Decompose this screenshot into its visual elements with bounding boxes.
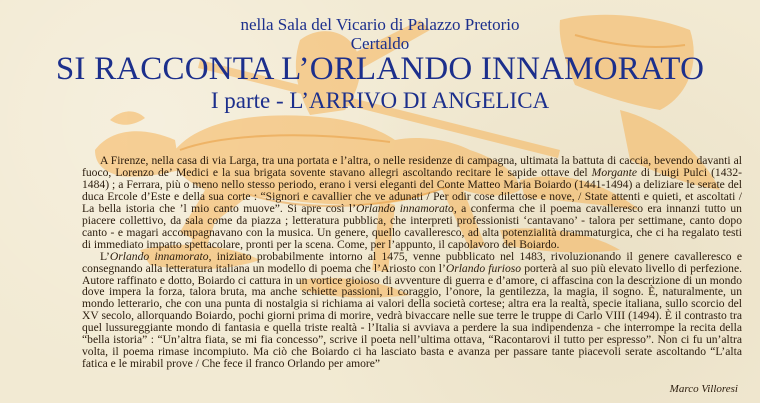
italic-title-text: Orlando innamorato	[109, 249, 209, 263]
paragraph-1	[82, 155, 742, 251]
paragraph-2	[82, 251, 742, 371]
italic-title-text: Morgante	[591, 165, 637, 179]
paragraph-text: di Luigi Pulci (1432-1484) ; a Ferrara, più o meno nello stesso periodo, erano i versi eleganti del Conte Matteo Maria Boiardo (1441-1494) a deliziare le serate del duca Ercole d’Este e della sua corte : “Signori e cavallier che ve adunati / Per odir cose dilettose e nove, / State attenti e quieti, et ascoltati / La bella istoria che ’l mio canto muove”. Si apre così l’	[82, 165, 742, 215]
event-title: SI RACCONTA L’ORLANDO INNAMORATO	[55, 51, 705, 87]
venue-line: nella Sala del Vicario di Palazzo Pretorio	[240, 15, 520, 34]
author-signature: Marco Villoresi	[669, 383, 738, 395]
event-subtitle: I parte - L’ARRIVO DI ANGELICA	[210, 88, 550, 113]
venue-city: Certaldo	[350, 34, 410, 53]
italic-title-text: Orlando furioso	[445, 261, 522, 275]
paragraph-text: porterà al suo più elevato livello di perfezione. Autore raffinato e dotto, Boiardo ci cattura in un vortice gioioso di avventure di guerra e d’amore, ci affascina con la descrizione di un mondo dove impera la forza, talora bruta, ma anche schiette passioni, il coraggio, l’onore, la gentilezza, la magia, il sogno. È, naturalmente, un mondo letterario, che con una punta di nostalgia si richiama ai valori della società cortese; altra era la realtà, specie italiana, sullo scorcio del XV secolo, allorquando Boiardo, pochi giorni prima di morire, vedrà bivaccare nelle sue terre le truppe di Carlo VIII (1494). È il contrasto tra quel lussureggiante mondo di fantasia e quella triste realtà - l’Italia si avviava a perdere la sua indipendenza - che interrompe la recita della “bella istoria” : “Un’altra fiata, se mi fia concesso”, scrive il poeta nell’ultima ottava, “Racontarovi il tutto per espresso”. Non ci fu un’altra volta, il poema rimase incompiuto. Ma ciò che Boiardo ci ha lasciato basta e avanza per passare tante piacevoli serate ascoltando “L’alta fatica e le mirabil prove / Che fece il franco Orlando per amore”	[82, 261, 742, 371]
italic-title-text: Orlando innamorato	[355, 201, 454, 215]
paragraph-text: , iniziato probabilmente intorno al 1475, venne pubblicato nel 1483, rivoluzionando il genere cavalleresco e consegnando alla letteratura italiana un modello di poema che l’Ariosto con l’	[82, 249, 742, 275]
paragraph-text: , a conferma che il poema cavalleresco era innanzi tutto un piacere collettivo, da sala come da piazza ; letteratura pubblica, che interpreti professionisti ‘cantavano’ - talora per settimane, canto dopo canto - e magari accompagnavano con la musica. Un genere, quello cavalleresco, ad alta potenzialità drammaturgica, che ci ha regalato testi di immediato impatto spettacolare, pronti per la scena. Come, per l’appunto, il capolavoro del Boiardo.	[82, 201, 742, 251]
description-text	[82, 155, 742, 370]
paragraph-text: L’	[100, 249, 110, 263]
paragraph-text: A Firenze, nella casa di via Larga, tra una portata e l’altra, o nelle residenze di campagna, ultimata la battuta di caccia, bevendo davanti al fuoco, Lorenzo de’ Medici e la sua brigata sovente stavano allegri ascoltando recitare le sapide ottave del	[82, 154, 742, 179]
